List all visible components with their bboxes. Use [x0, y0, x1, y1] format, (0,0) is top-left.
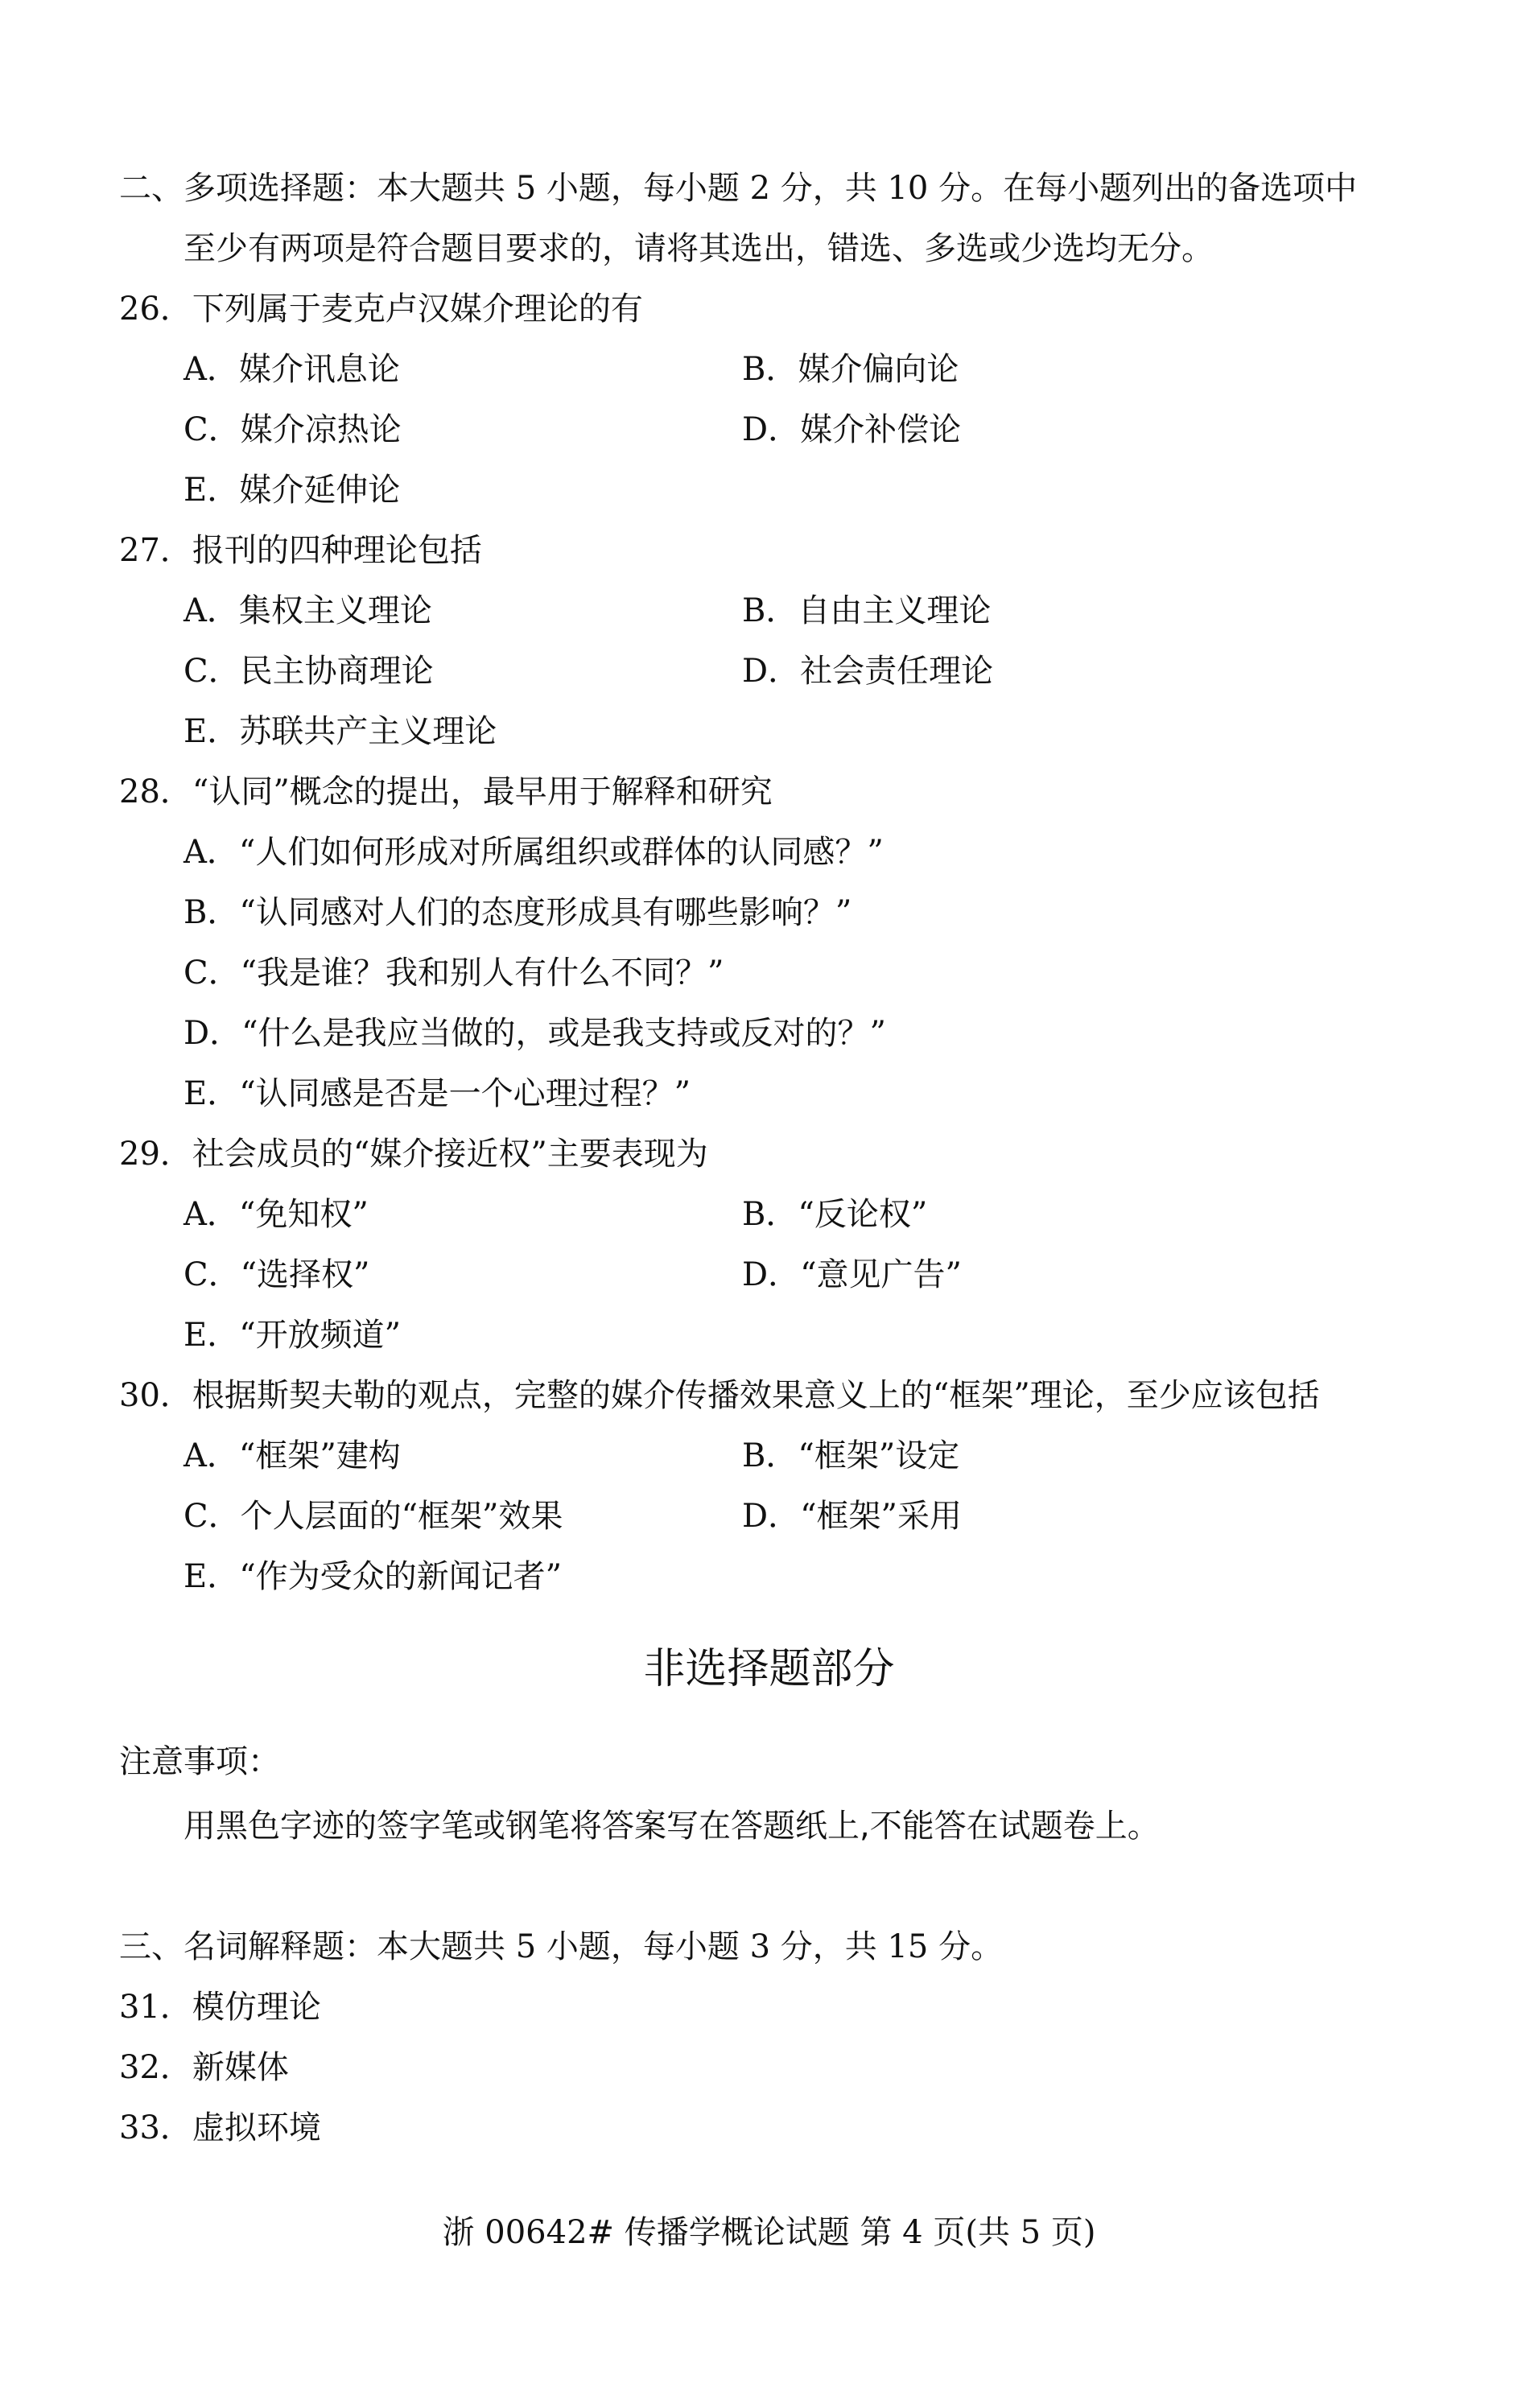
section3-title: 三、名词解释题：本大题共 5 小题，每小题 3 分，共 15 分。 [119, 1928, 1004, 1965]
q30-option-a: A．“框架”建构 [183, 1437, 401, 1474]
q28-option-d: D．“什么是我应当做的，或是我支持或反对的？” [183, 1015, 886, 1052]
q28-option-a: A．“人们如何形成对所属组织或群体的认同感？” [183, 834, 884, 871]
q29-option-e: E．“开放频道” [183, 1317, 402, 1354]
question-27-stem: 27．报刊的四种理论包括 [119, 532, 482, 569]
q30-option-e: E．“作为受众的新闻记者” [183, 1558, 563, 1595]
section3-item-33: 33．虚拟环境 [119, 2109, 321, 2146]
q27-option-d: D．社会责任理论 [742, 653, 994, 690]
q28-option-e: E．“认同感是否是一个心理过程？” [183, 1075, 691, 1112]
q26-option-d: D．媒介补偿论 [742, 411, 962, 448]
section3-item-32: 32．新媒体 [119, 2049, 289, 2086]
q27-option-b: B．自由主义理论 [742, 592, 992, 629]
question-29-stem: 29．社会成员的“媒介接近权”主要表现为 [119, 1136, 708, 1173]
question-26-stem: 26．下列属于麦克卢汉媒介理论的有 [119, 291, 643, 328]
q26-option-b: B．媒介偏向论 [742, 351, 959, 388]
q27-option-c: C．民主协商理论 [183, 653, 434, 690]
question-30-stem: 30．根据斯契夫勒的观点，完整的媒介传播效果意义上的“框架”理论，至少应该包括 [119, 1377, 1320, 1414]
q30-option-c: C．个人层面的“框架”效果 [183, 1498, 563, 1535]
q27-option-e: E．苏联共产主义理论 [183, 713, 497, 750]
page-footer: 浙 00642# 传播学概论试题 第 4 页(共 5 页) [442, 2214, 1096, 2251]
section2-title-line1: 二、多项选择题：本大题共 5 小题，每小题 2 分，共 10 分。在每小题列出的备选项中 [119, 170, 1358, 207]
q28-option-c: C．“我是谁？我和别人有什么不同？” [183, 955, 724, 992]
q29-option-a: A．“免知权” [183, 1196, 369, 1233]
q28-option-b: B．“认同感对人们的态度形成具有哪些影响？” [183, 894, 852, 931]
question-28-stem: 28．“认同”概念的提出，最早用于解释和研究 [119, 773, 773, 810]
q26-option-a: A．媒介讯息论 [183, 351, 400, 388]
notice-text: 用黑色字迹的签字笔或钢笔将答案写在答题纸上,不能答在试题卷上。 [183, 1808, 1160, 1845]
q29-option-c: C．“选择权” [183, 1256, 370, 1293]
q30-option-d: D．“框架”采用 [742, 1498, 962, 1535]
q29-option-d: D．“意见广告” [742, 1256, 962, 1293]
q29-option-b: B．“反论权” [742, 1196, 928, 1233]
q27-option-a: A．集权主义理论 [183, 592, 432, 629]
non-choice-heading: 非选择题部分 [643, 1645, 895, 1693]
notice-label: 注意事项： [119, 1743, 280, 1780]
section2-title-line2: 至少有两项是符合题目要求的，请将其选出，错选、多选或少选均无分。 [183, 230, 1214, 267]
section3-item-31: 31．模仿理论 [119, 1989, 321, 2026]
q26-option-c: C．媒介凉热论 [183, 411, 402, 448]
q26-option-e: E．媒介延伸论 [183, 472, 401, 509]
q30-option-b: B．“框架”设定 [742, 1437, 960, 1474]
